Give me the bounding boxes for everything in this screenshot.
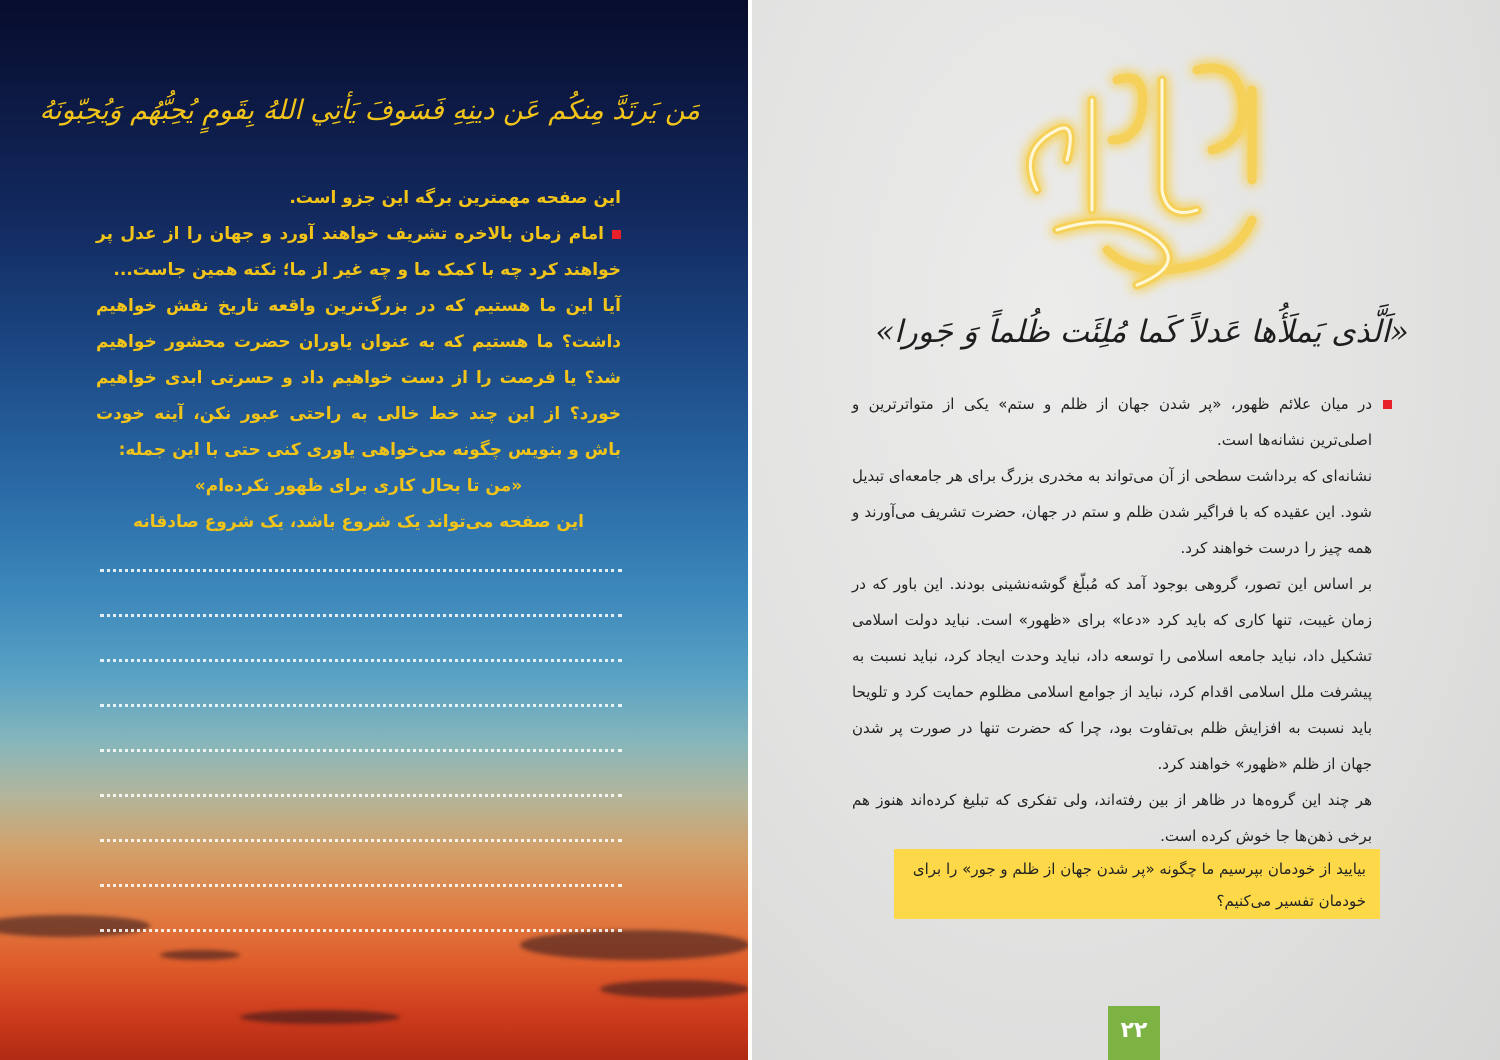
question-paragraph: آیا این ما هستیم که در بزرگ‌ترین واقعه تاریخ نقش خواهیم داشت؟ ما هستیم که به عنوان یاوران حضرت محشور خواهیم شد؟ یا فرصت را از دست خواهیم داد و حسرتی ابدی خواهیم خورد؟ از این چند خط خالی به راحتی عبور نکن، آینه خودت باش و بنویس چگونه می‌خواهی یاوری کنی حتی با این جمله: bbox=[96, 296, 621, 460]
paragraph: نشانه‌ای که برداشت سطحی از آن می‌تواند به مخدری بزرگ برای هر جامعه‌ای تبدیل شود. این عقیده که با فراگیر شدن ظلم و ستم در جهان، حضرت تشریف می‌آورند و همه چیز را درست خواهند کرد. bbox=[852, 467, 1372, 557]
page-number: ۲۲ bbox=[1108, 1006, 1160, 1060]
calligraphy-glow-icon bbox=[997, 40, 1297, 305]
dotted-line[interactable] bbox=[100, 695, 622, 707]
intro-line: این صفحه مهمترین برگه این جزو است. bbox=[289, 188, 621, 208]
writing-area[interactable] bbox=[100, 560, 622, 965]
dotted-line[interactable] bbox=[100, 605, 622, 617]
bullet-text: امام زمان بالاخره تشریف خواهند آورد و جهان را از عدل پر خواهند کرد چه با کمک ما و چه غیر از ما؛ نکته همین جاست... bbox=[96, 224, 621, 280]
quran-verse: مَن يَرتَدَّ مِنكُم عَن دينِهِ فَسَوفَ يَأتِي اللهُ بِقَومٍ يُحِبُّهُم وَيُحِبّونَهُ bbox=[40, 95, 700, 126]
left-page bbox=[0, 0, 748, 1060]
bullet-paragraph bbox=[96, 216, 621, 288]
calligraphy-logo bbox=[997, 40, 1297, 305]
hadith-verse: «اَلَّذی یَملَأُها عَدلاً کَما مُلِئَت ظُلماً وَ جَورا» bbox=[875, 314, 1409, 350]
bullet-icon bbox=[612, 230, 621, 239]
right-body-text bbox=[852, 386, 1372, 854]
bullet-icon bbox=[1383, 400, 1392, 409]
quote-line: «من تا بحال کاری برای ظهور نکرده‌ام» bbox=[194, 476, 523, 496]
dotted-line[interactable] bbox=[100, 830, 622, 842]
dotted-line[interactable] bbox=[100, 920, 622, 932]
dotted-line[interactable] bbox=[100, 560, 622, 572]
paragraph: بر اساس این تصور، گروهی بوجود آمد که مُبلّغ گوشه‌نشینی بودند. این باور که در زمان غیبت، تنها کاری که باید کرد «دعا» برای «ظهور» است. نباید دولت اسلامی تشکیل داد، نباید جامعه اسلامی را توسعه داد، نباید وحدت ایجاد کرد، نباید نسبت به پیشرفت ملل اسلامی اقدام کرد، نباید از جوامع اسلامی مظلوم حمایت کرد و تلویحا باید نسبت به افزایش ظلم بی‌تفاوت بود، چرا که حضرت تنها در صورت پر شدن جهان از ظلم «ظهور» خواهند کرد. bbox=[852, 575, 1372, 773]
closing-line: این صفحه می‌تواند یک شروع باشد، یک شروع صادقانه bbox=[133, 512, 584, 532]
right-page bbox=[752, 0, 1500, 1060]
dotted-line[interactable] bbox=[100, 650, 622, 662]
left-body-text bbox=[96, 180, 621, 540]
callout-box: بیایید از خودمان بپرسیم ما چگونه «پر شدن جهان از ظلم و جور» را برای خودمان تفسیر می‌کنیم؟ bbox=[894, 849, 1380, 919]
cloud-decoration bbox=[600, 980, 748, 998]
dotted-line[interactable] bbox=[100, 740, 622, 752]
dotted-line[interactable] bbox=[100, 785, 622, 797]
cloud-decoration bbox=[240, 1010, 400, 1024]
paragraph: هر چند این گروه‌ها در ظاهر از بین رفته‌اند، ولی تفکری که تبلیغ کرده‌اند هنوز هم برخی ذهن‌ها جا خوش کرده است. bbox=[852, 791, 1372, 845]
dotted-line[interactable] bbox=[100, 875, 622, 887]
paragraph: در میان علائم ظهور، «پر شدن جهان از ظلم و ستم» یکی از متواترترین و اصلی‌ترین نشانه‌ها است. bbox=[852, 395, 1372, 449]
